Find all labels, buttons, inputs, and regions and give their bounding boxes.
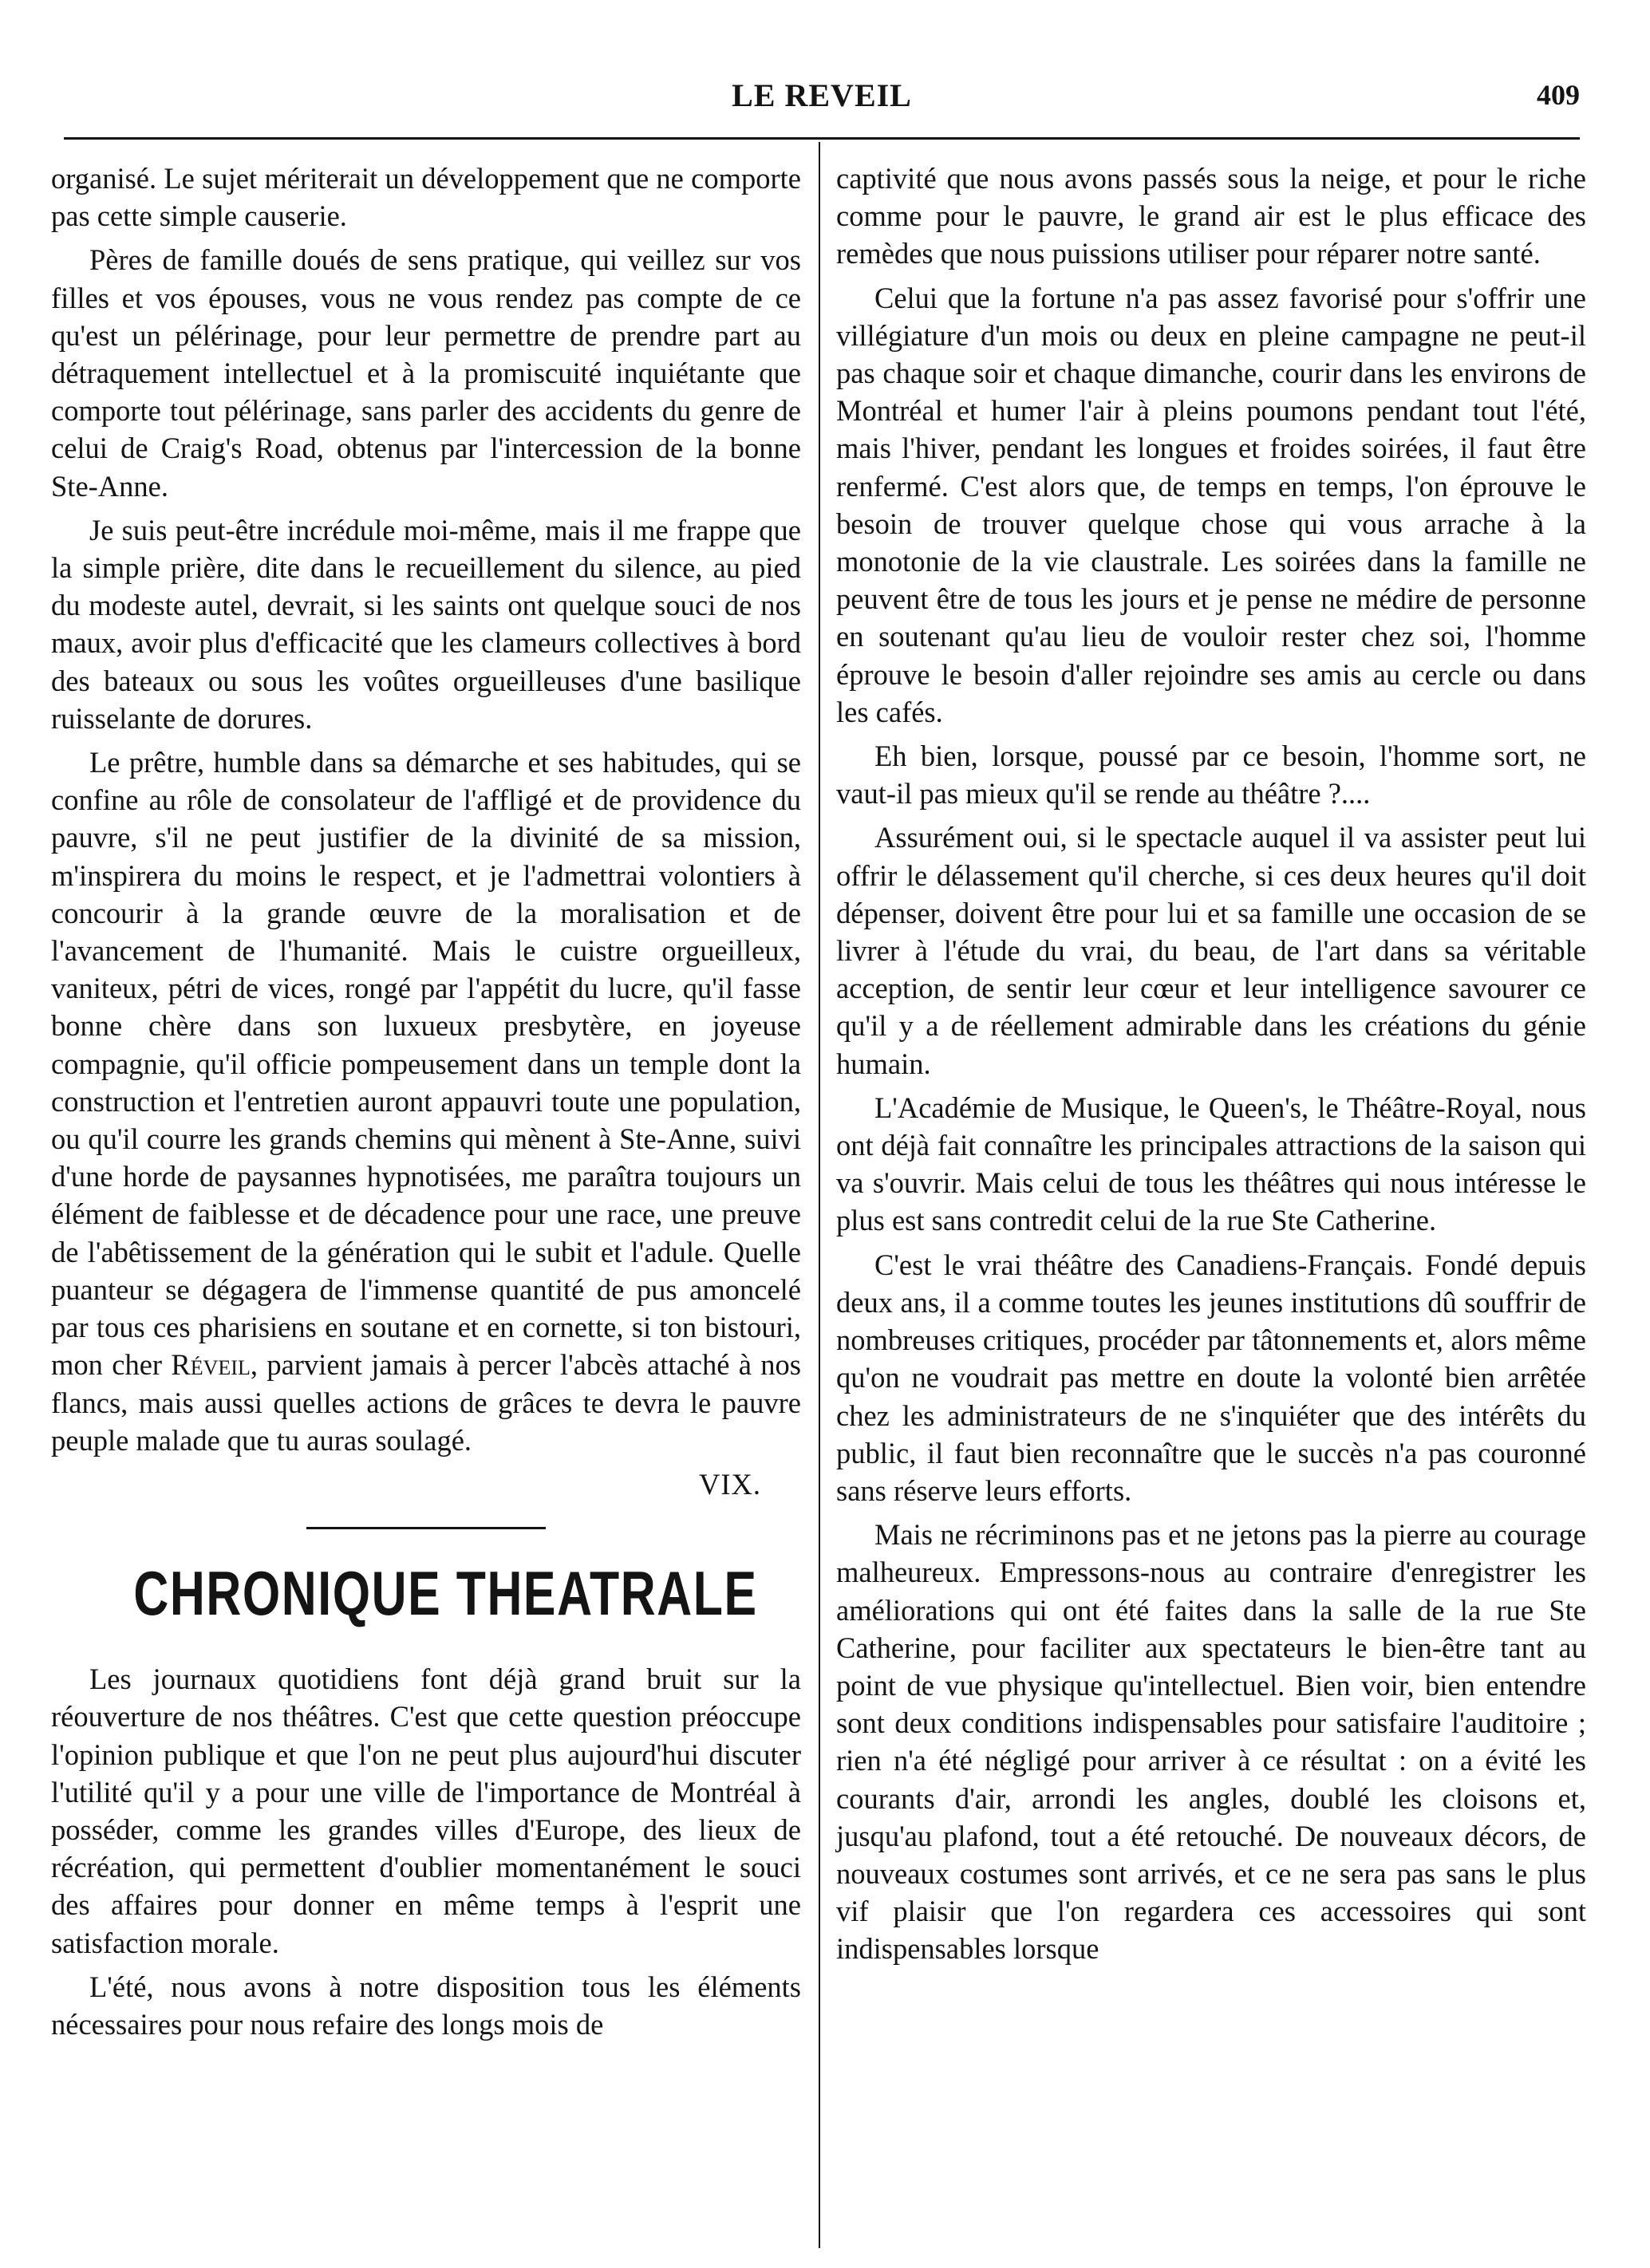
author-signature: VIX. (699, 1467, 761, 1501)
page-header (64, 70, 1580, 118)
paragraph: C'est le vrai théâtre des Canadiens-Français. Fondé depuis deux ans, il a comme toutes les jeunes institutions dû souffrir de nombreuses critiques, procéder par tâtonnements et, alors même qu'on ne voudrait pas mettre en doute la volonté bien arrêtée chez les administrateurs de ne s'inquiéter que des intérêts du public, il faut bien reconnaître que le succès n'a pas couronné sans réserve leurs efforts. (836, 1248, 1586, 1507)
right-column (836, 160, 1586, 1974)
paragraph: Celui que la fortune n'a pas assez favorisé pour s'offrir une villégiature d'un mois ou deux en pleine campagne ne peut-il pas chaque soir et chaque dimanche, courir dans les environs de Montréal et humer l'air à pleins poumons pendant tout l'été, mais l'hiver, pendant les longues et froides soirées, il faut être renfermé. C'est alors que, de temps en temps, l'on éprouve le besoin de trouver quelque chose qui vous arrache à la monotonie de la vie claustrale. Les soirées dans la famille ne peuvent être de tous les jours et je pense ne médire de personne en soutenant qu'au lieu de vouloir rester chez soi, l'homme éprouve le besoin d'aller rejoindre ses amis au cercle ou dans les cafés. (836, 281, 1586, 728)
section-rule (306, 1527, 546, 1529)
page-number: 409 (1537, 79, 1580, 111)
paragraph: Eh bien, lorsque, poussé par ce besoin, l'homme sort, ne vaut-il pas mieux qu'il se rende au théâtre ?.... (836, 740, 1586, 811)
paragraph: captivité que nous avons passés sous la neige, et pour le riche comme pour le pauvre, le grand air est le plus efficace des remèdes que nous puissions utiliser pour réparer notre santé. (836, 162, 1586, 270)
journal-name: Réveil (171, 1348, 251, 1382)
left-column (51, 160, 801, 2049)
paragraph-text: , parvient jamais à percer l'abcès attaché à nos flancs, mais aussi quelles actions de grâces te devra le pauvre peuple malade que tu auras soulagé. (51, 1348, 801, 1457)
paragraph: L'été, nous avons à notre disposition tous les éléments nécessaires pour nous refaire des longs mois de (51, 1970, 801, 2041)
paragraph-text: Le prêtre, humble dans sa démarche et ses habitudes, qui se confine au rôle de consolateur de l'affligé et de providence du pauvre, s'il ne peut justifier de la divinité de sa mission, m'inspirera du moins le respect, et je l'admettrai volontiers à concourir à la grande œuvre de la moralisation et de l'avancement de l'humanité. Mais le cuistre orgueilleux, vaniteux, pétri de vices, rongé par l'appétit du lucre, qu'il fasse bonne chère dans son luxueux presbytère, en joyeuse compagnie, qu'il officie pompeusement dans un temple dont la construction et l'entretien auront appauvri toute une population, ou qu'il courre les grands chemins qui mènent à Ste-Anne, suivi d'une horde de paysannes hypnotisées, me paraîtra toujours un élément de faiblesse et de décadence pour une race, une preuve de l'abêtissement de la génération qui le subit et l'adule. Quelle puanteur se dégagera de l'immense quantité de pus amoncelé par tous ces pharisiens en soutane et en cornette, si ton bistouri, mon cher (51, 746, 801, 1382)
header-rule (64, 137, 1580, 140)
paragraph: L'Académie de Musique, le Queen's, le Théâtre-Royal, nous ont déjà fait connaître les principales attractions de la saison qui va s'ouvrir. Mais celui de tous les théâtres qui nous intéresse le plus est sans contredit celui de la rue Ste Catherine. (836, 1091, 1586, 1237)
paragraph: Je suis peut-être incrédule moi-même, mais il me frappe que la simple prière, dite dans le recueillement du silence, au pied du modeste autel, devrait, si les saints ont quelque souci de nos maux, avoir plus d'efficacité que les clameurs collectives à bord des bateaux ou sous les voûtes orgueilleuses d'une basilique ruisselante de dorures. (51, 513, 801, 735)
section-title: CHRONIQUE THEATRALE (133, 1558, 758, 1629)
paragraph: Les journaux quotidiens font déjà grand bruit sur la réouverture de nos théâtres. C'est que cette question préoccupe l'opinion publique et que l'on ne peut plus aujourd'hui discuter l'utilité qu'il y a pour une ville de l'importance de Montréal à posséder, comme les grandes villes d'Europe, des lieux de récréation, qui permettent d'oublier momentanément le souci des affaires pour donner en même temps à l'esprit une satisfaction morale. (51, 1663, 801, 1959)
paragraph: Mais ne récriminons pas et ne jetons pas la pierre au courage malheureux. Empressons-nous au contraire d'enregistrer les améliorations qui ont été faites dans la salle de la rue Ste Catherine, pour faciliter aux spectateurs le bien-être tant au point de vue physique qu'intellectuel. Bien voir, bien entendre sont deux conditions indispensables pour satisfaire l'auditoire ; rien n'a été négligé pour arriver à ce résultat : on a évité les courants d'air, arrondi les angles, doublé les cloisons et, jusqu'au plafond, tout a été retouché. De nouveaux décors, de nouveaux costumes sont arrivés, et ce ne sera pas sans le plus vif plaisir que l'on regardera ces accessoires qui sont indispensables lorsque (836, 1518, 1586, 1966)
paragraph: organisé. Le sujet mériterait un développement que ne comporte pas cette simple causerie. (51, 162, 801, 233)
paragraph: Pères de famille doués de sens pratique, qui veillez sur vos filles et vos épouses, vous ne vous rendez pas compte de ce qu'est un pélérinage, pour leur permettre de prendre part au détraquement intellectuel et à la promiscuité inquiétante que comporte tout pélérinage, sans parler des accidents du genre de celui de Craig's Road, obtenus par l'intercession de la bonne Ste-Anne. (51, 243, 801, 503)
column-divider (819, 142, 820, 2248)
running-title: LE REVEIL (732, 77, 912, 113)
paragraph: Assurément oui, si le spectacle auquel il va assister peut lui offrir le délassement qu'il cherche, si ces deux heures qu'il doit dépenser, doivent être pour lui et sa famille une occasion de se livrer à l'étude du vrai, du beau, de l'art dans sa véritable acception, de sentir leur cœur et leur intelligence savourer ce qu'il y a de réellement admirable dans les créations du génie humain. (836, 821, 1586, 1080)
paragraph (51, 744, 801, 1459)
